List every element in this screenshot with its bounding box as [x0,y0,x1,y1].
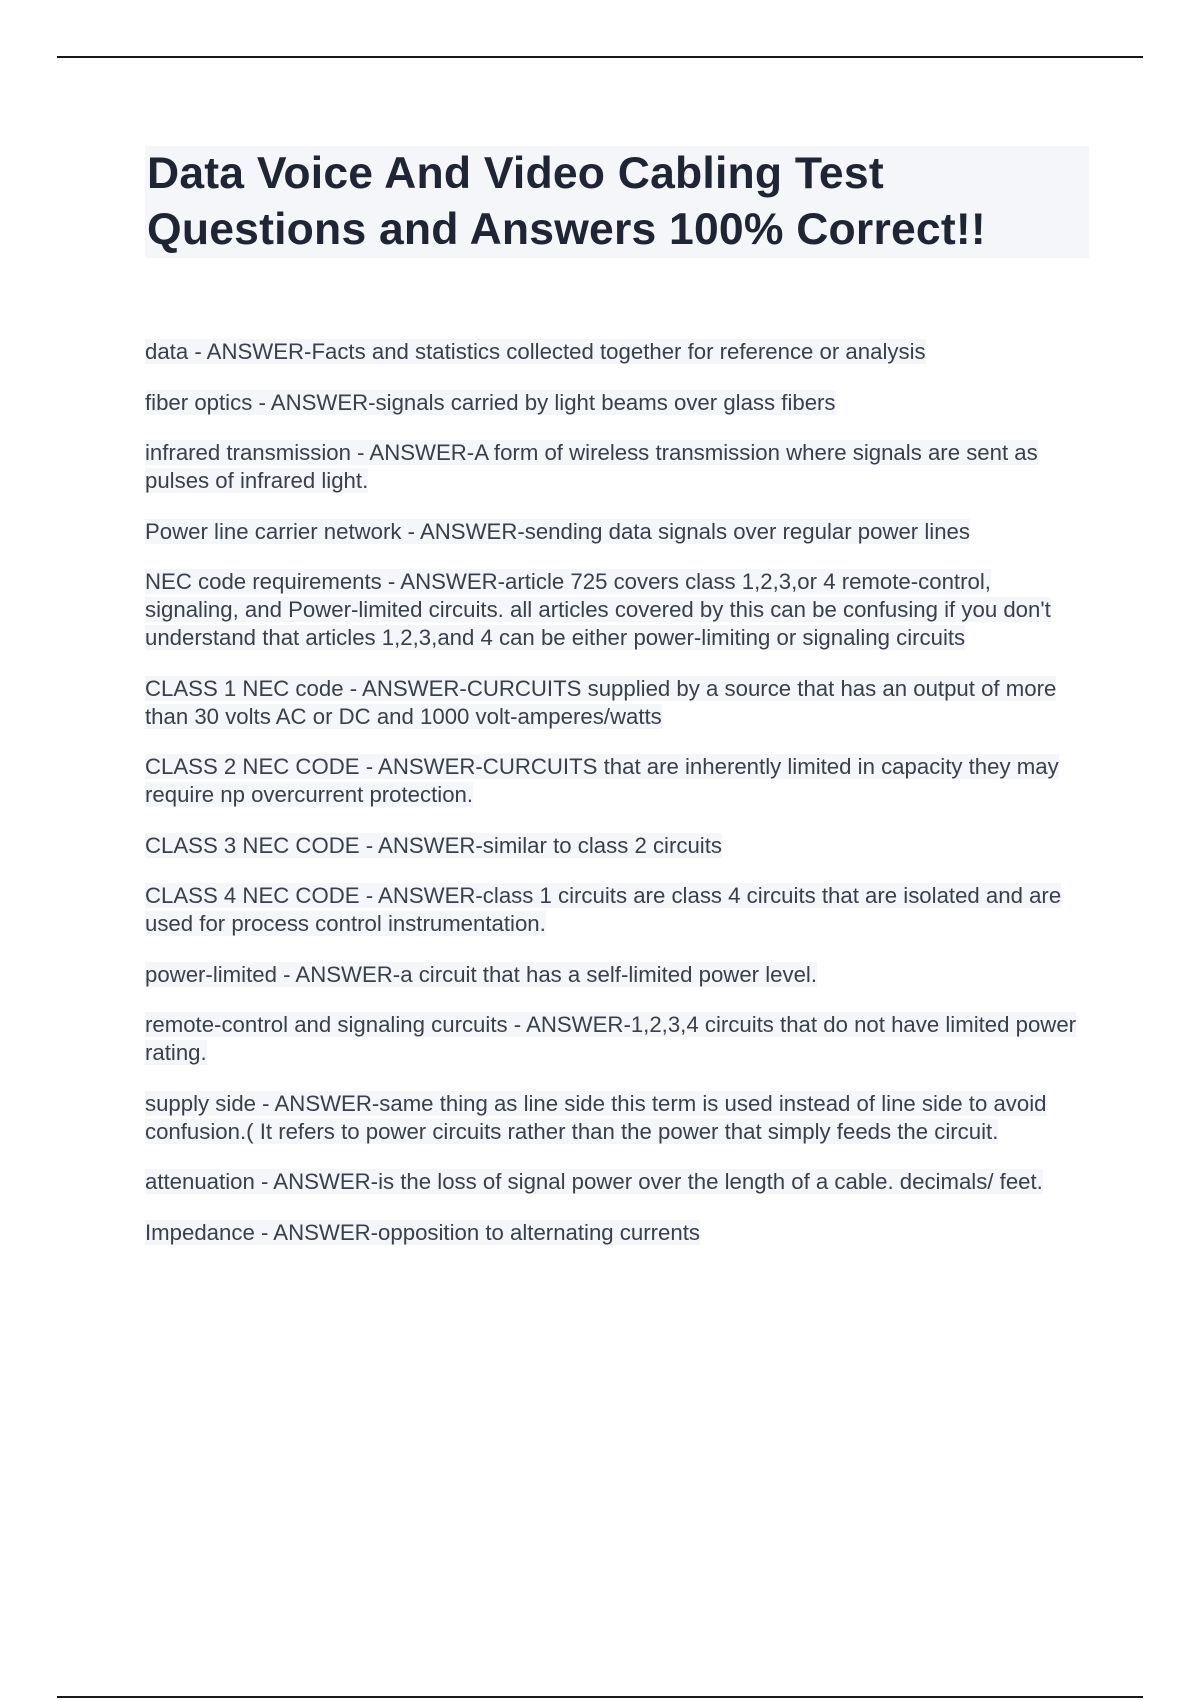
qa-item-supply-side [145,1090,1089,1146]
qa-item-fiber-optics [145,389,1089,417]
qa-text: Impedance - ANSWER-opposition to alternating currents [145,1219,700,1245]
qa-item-remote-control [145,1011,1089,1067]
qa-text: attenuation - ANSWER-is the loss of signal power over the length of a cable. decimals/ feet. [145,1169,1043,1194]
qa-text: remote-control and signaling curcuits - ANSWER-1,2,3,4 circuits that do not have limited power rating. [145,1012,1077,1065]
qa-item-attenuation [145,1168,1089,1196]
document-body [145,146,1089,1269]
qa-text: power-limited - ANSWER-a circuit that has a self-limited power level. [145,961,818,987]
qa-item-power-line-carrier [145,518,1089,546]
qa-text: fiber optics - ANSWER-signals carried by light beams over glass fibers [145,389,836,415]
qa-text: CLASS 3 NEC CODE - ANSWER-similar to class 2 circuits [145,832,722,858]
qa-text: Power line carrier network - ANSWER-sending data signals over regular power lines [145,518,970,544]
qa-item-power-limited [145,961,1089,989]
qa-item-nec-code-requirements [145,568,1089,652]
qa-item-infrared-transmission [145,439,1089,495]
bottom-rule [57,1696,1143,1698]
qa-item-class-1 [145,675,1089,731]
qa-text: infrared transmission - ANSWER-A form of wireless transmission where signals are sent as pulses of infrared light. [145,440,1038,493]
qa-item-class-4 [145,882,1089,938]
qa-list [145,338,1089,1247]
top-rule [57,56,1143,58]
qa-text: CLASS 1 NEC code - ANSWER-CURCUITS supplied by a source that has an output of more than 30 volts AC or DC and 1000 volt-amperes/watts [145,675,1057,729]
qa-item-class-3 [145,832,1089,860]
qa-item-data [145,338,1089,366]
document-title: Data Voice And Video Cabling Test Questions and Answers 100% Correct!! [145,146,1089,258]
qa-text: CLASS 2 NEC CODE - ANSWER-CURCUITS that are inherently limited in capacity they may require np overcurrent protection. [145,754,1059,807]
qa-text: NEC code requirements - ANSWER-article 725 covers class 1,2,3,or 4 remote-control, signaling, and Power-limited circuits. all articles covered by this can be confusing if you don't understand that articles 1,2,3,and 4 can be either power-limiting or signaling circuits [145,569,1051,650]
qa-item-impedance [145,1219,1089,1247]
qa-item-class-2 [145,753,1089,809]
qa-text: data - ANSWER-Facts and statistics collected together for reference or analysis [145,339,926,364]
qa-text: CLASS 4 NEC CODE - ANSWER-class 1 circuits are class 4 circuits that are isolated and are used for process control instrumentation. [145,883,1062,936]
qa-text: supply side - ANSWER-same thing as line side this term is used instead of line side to avoid confusion.( It refers to power circuits rather than the power that simply feeds the circuit. [145,1090,1047,1144]
